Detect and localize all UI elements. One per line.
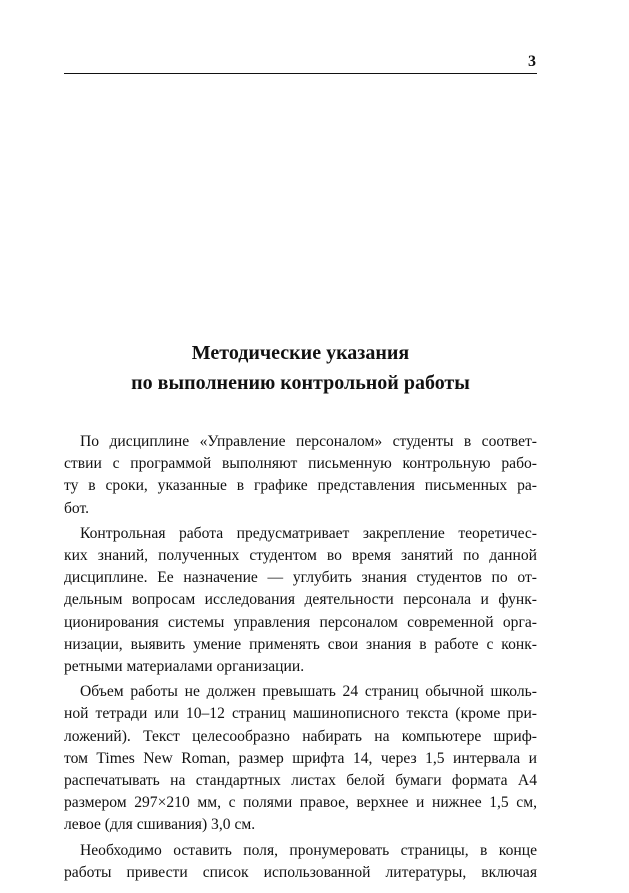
text-line: Объем работы не должен превышать 24 страниц обычной школь- xyxy=(80,683,537,701)
body-text xyxy=(64,431,537,887)
text-line: работы привести список использованной литературы, включая xyxy=(64,863,537,881)
text-line: левое (для сшивания) 3,0 см. xyxy=(64,816,256,834)
text-line: дельным вопросам исследования деятельности персонала и функ- xyxy=(64,591,537,609)
text-line: ной тетради или 10–12 страниц машинописного текста (кроме при- xyxy=(64,705,537,723)
paragraph xyxy=(64,681,537,836)
text-line: Контрольная работа предусматривает закрепление теоретичес- xyxy=(80,524,537,542)
page-number: 3 xyxy=(528,53,536,70)
text-line: бот. xyxy=(64,499,90,517)
section-title-line: по выполнению контрольной работы xyxy=(131,372,470,394)
text-line: распечатывать на стандартных листах белой бумаги формата А4 xyxy=(64,772,537,790)
text-line: ствии с программой выполняют письменную контрольную рабо- xyxy=(64,455,537,473)
section-title-line: Методические указания xyxy=(191,342,410,364)
text-line: По дисциплине «Управление персоналом» студенты в соответ- xyxy=(80,433,537,450)
paragraph xyxy=(64,431,537,520)
text-line: ложений). Текст целесообразно набирать на компьютере шриф- xyxy=(64,727,537,745)
paragraph xyxy=(64,523,537,678)
section-title xyxy=(64,338,537,398)
text-line: низации, выявить умение применять свои знания в работе с конк- xyxy=(64,635,537,653)
paragraph xyxy=(64,840,537,884)
header-rule xyxy=(64,73,537,74)
text-line: ту в сроки, указанные в графике представления письменных ра- xyxy=(64,477,537,495)
text-line: дисциплине. Ее назначение — углубить знания студентов по от- xyxy=(64,569,537,587)
text-line: том Times New Roman, размер шрифта 14, через 1,5 интервала и xyxy=(64,749,537,767)
text-line: ционирования системы управления персоналом современной орга- xyxy=(64,613,537,631)
text-line: ретными материалами организации. xyxy=(64,658,305,676)
text-line: ких знаний, полученных студентом во время занятий по данной xyxy=(64,547,537,565)
text-line: размером 297×210 мм, с полями правое, верхнее и нижнее 1,5 см, xyxy=(64,794,537,812)
text-line: Необходимо оставить поля, пронумеровать страницы, в конце xyxy=(80,841,537,859)
